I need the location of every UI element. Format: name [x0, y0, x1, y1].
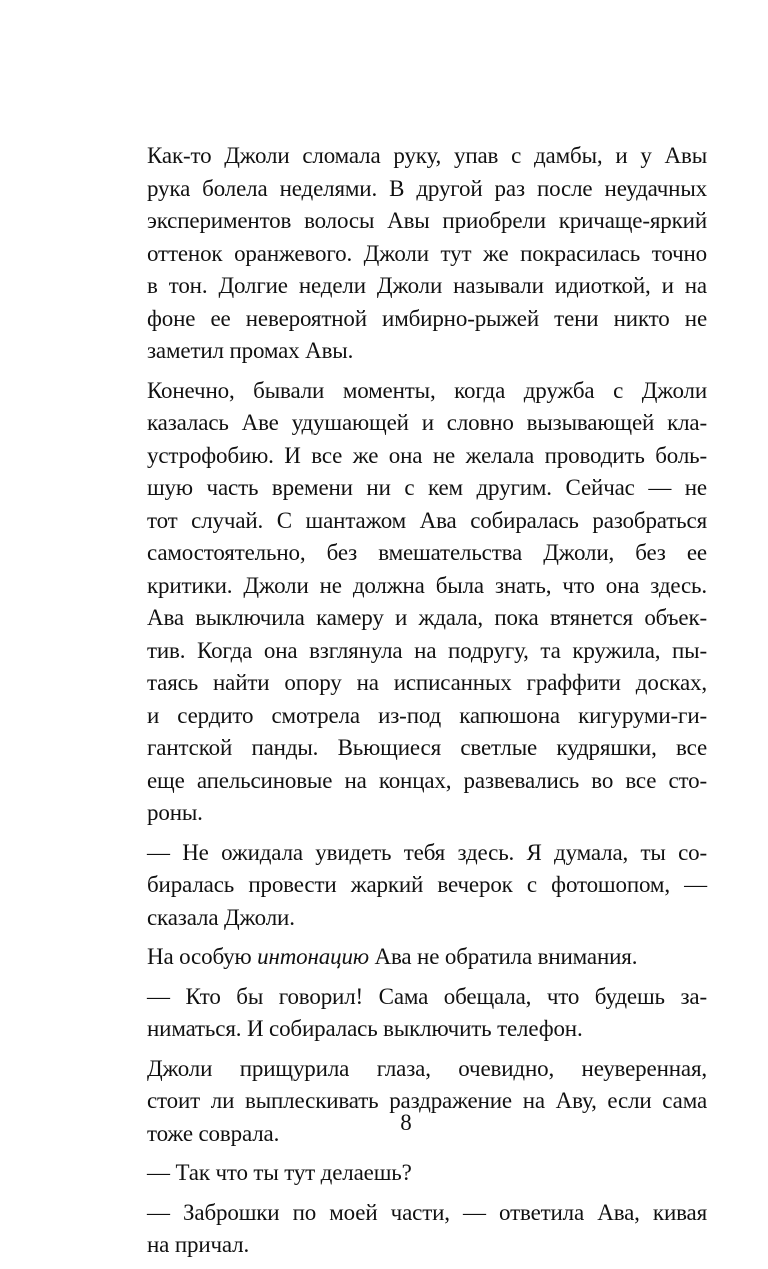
text-line: критики. Джоли не должна была знать, что она здесь. [147, 572, 707, 598]
paragraph-1 [147, 140, 707, 368]
text-line: в тон. Долгие недели Джоли называли идиоткой, и на [147, 273, 707, 298]
text-line: на причал. [147, 1232, 250, 1257]
page-number: 8 [400, 1110, 412, 1135]
text-line: тив. Когда она взглянула на подругу, та кружила, пы- [147, 637, 707, 663]
text-line: заметил промах Авы. [147, 338, 354, 363]
paragraph-5 [147, 981, 707, 1046]
text-line [147, 941, 707, 974]
paragraph-3 [147, 837, 707, 935]
text-line: шую часть времени ни с кем другим. Сейчас — не [147, 475, 707, 500]
text-run: Ава не обратила внимания. [368, 944, 638, 969]
paragraph-8 [147, 1197, 707, 1262]
italic-text: интонацию [257, 944, 369, 969]
text-line: фоне ее невероятной имбирно-рыжей тени никто не [147, 305, 707, 331]
text-line: Как-то Джоли сломала руку, упав с дамбы, и у Авы [147, 143, 707, 168]
book-page [147, 0, 707, 1257]
text-line: стоит ли выплескивать раздражение на Аву, если сама [147, 1088, 707, 1113]
text-line: Конечно, бывали моменты, когда дружба с Джоли [147, 377, 707, 403]
body-text [147, 140, 707, 1269]
text-line: казалась Аве удушающей и словно вызывающей кла- [147, 410, 707, 435]
text-line: Джоли прищурила глаза, очевидно, неуверенная, [147, 1055, 707, 1081]
text-line: Ава выключила камеру и ждала, пока втянется объек- [147, 605, 707, 630]
text-line: биралась провести жаркий вечерок с фотошопом, — [147, 872, 707, 897]
paragraph-4 [147, 941, 707, 974]
paragraph-2 [147, 375, 707, 830]
text-line: самостоятельно, без вмешательства Джоли, без ее [147, 540, 707, 565]
text-line: — Так что ты тут делаешь? [147, 1160, 412, 1185]
text-line: устрофобию. И все же она не желала проводить боль- [147, 442, 707, 468]
text-line: таясь найти опору на исписанных граффити досках, [147, 670, 707, 695]
text-line: — Не ожидала увидеть тебя здесь. Я думала, ты со- [147, 839, 707, 865]
text-line: ниматься. И собиралась выключить телефон. [147, 1016, 583, 1041]
text-line: оттенок оранжевого. Джоли тут же покрасилась точно [147, 240, 707, 266]
text-run: На особую [147, 944, 258, 969]
text-line: еще апельсиновые на концах, развевались во все сто- [147, 767, 707, 793]
text-line: рука болела неделями. В другой раз после неудачных [147, 175, 707, 201]
text-line: экспериментов волосы Авы приобрели кричаще-яркий [147, 208, 707, 233]
text-line: роны. [147, 800, 203, 825]
text-line: гантской панды. Вьющиеся светлые кудряшки, все [147, 735, 707, 760]
text-line: сказала Джоли. [147, 904, 295, 930]
text-line: и сердито смотрела из-под капюшона кигуруми-ги- [147, 702, 707, 728]
text-line: — Кто бы говорил! Сама обещала, что будешь за- [147, 983, 707, 1009]
text-line: тоже соврала. [147, 1120, 280, 1146]
text-line: — Заброшки по моей части, — ответила Ава, кивая [147, 1199, 707, 1225]
text-line: тот случай. С шантажом Ава собиралась разобраться [147, 507, 707, 533]
paragraph-7 [147, 1157, 707, 1190]
